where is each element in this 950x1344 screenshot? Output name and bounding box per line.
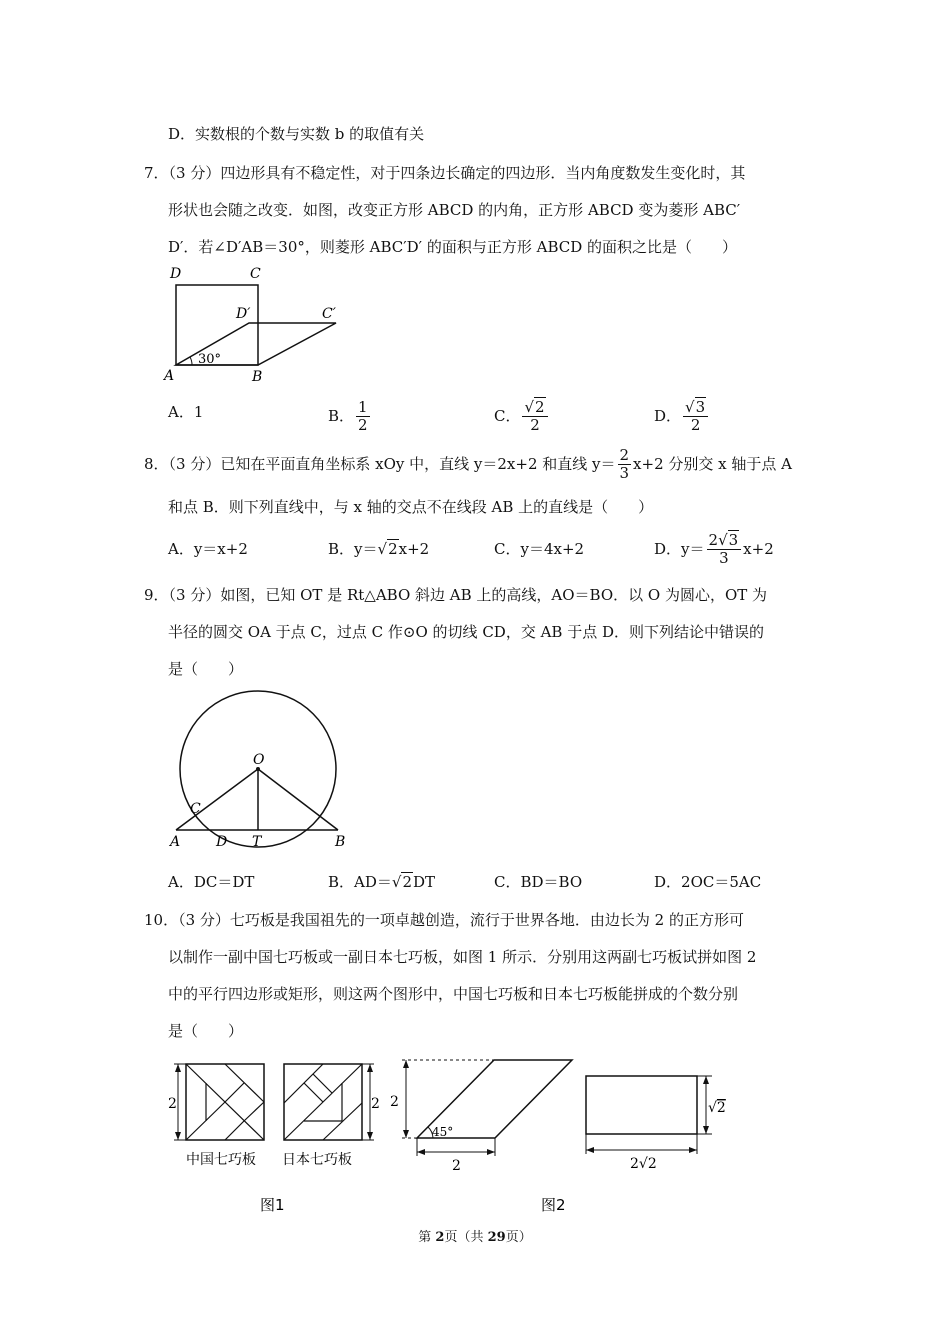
q10-stem-line1: 10．（3 分）七巧板是我国祖先的一项卓越创造，流行于世界各地．由边长为 2 的正方形可 [144,911,744,929]
tangram-jp-caption: 日本七巧板 [282,1152,352,1168]
q9-label-c: C [190,801,201,817]
q8-option-b-rad: 2 [388,540,398,558]
q7-label-b: B [252,369,263,385]
q9-label-o: O [253,752,265,768]
footer-total-pages: 29 [487,1230,506,1245]
q7-stem-line1: 7．（3 分）四边形具有不稳定性，对于四条边长确定的四边形．当内角度数发生变化时，其 [144,164,746,182]
q7-label-a: A [164,368,175,384]
q7-option-b [328,395,372,437]
q8-stem-den: 3 [619,463,630,482]
q8-option-d [654,528,774,570]
q7-stem-line2: 形状也会随之改变．如图，改变正方形 ABCD 的内角，正方形 ABCD 变为菱形 ABC′ [168,201,741,219]
q9-label-d: D [216,834,228,850]
q7-option-b-frac [356,399,370,434]
q8-option-c: C．y＝4x+2 [494,540,585,558]
q9-option-a: A．DC＝DT [168,873,255,891]
q7-option-d-den: 2 [690,415,701,434]
q7-label-cp: C′ [322,306,336,322]
q7-option-d-frac: $\frac{√3}{2}$ [683,399,708,434]
footer-post: 页） [505,1230,532,1245]
tangram-cn-caption: 中国七巧板 [186,1152,256,1168]
q7-angle-label: 30° [198,352,222,367]
q9-stem-line1: 9．（3 分）如图，已知 OT 是 Rt△ABO 斜边 AB 上的高线，AO＝BO．以 O 为圆心，OT 为 [144,586,768,604]
fig2-parallelogram [390,1060,572,1174]
q7-option-b-num: 1 [358,397,368,416]
q7-label-c: C [250,266,261,282]
q9-figure-circle [164,688,364,853]
q10-stem-line2: 以制作一副中国七巧板或一副日本七巧板，如图 1 所示．分别用这两副七巧板试拼如图 2 [168,948,757,966]
q9-option-b: B．AD＝√2DT [328,873,436,891]
q7-option-d [654,395,710,437]
q9-label-b: B [335,834,346,850]
q8-option-a: A．y＝x+2 [168,540,248,558]
q7-option-a: A．1 [168,403,204,421]
q8-stem-line2: 和点 B．则下列直线中，与 x 轴的交点不在线段 AB 上的直线是（ ） [168,498,654,516]
q8-option-d-den: 3 [719,548,729,567]
q8-option-d-frac: $\frac{2√3}{3}$ [707,532,742,567]
q8-stem-line1-b: x+2 分别交 x 轴于点 A [633,455,792,473]
q8-option-b-label: B．y＝ [328,540,378,558]
q9-label-t: T [252,834,262,850]
q10-figures [160,1052,760,1222]
q7-option-c-frac: $\frac{√2}{2}$ [522,399,547,434]
parallelogram-angle: 45° [432,1125,454,1139]
q9-option-b-label: B．AD＝ [328,873,392,891]
footer-pre: 第 [418,1230,436,1245]
q8-option-b: B．y＝√2x+2 [328,540,430,558]
rectangle-width-coef: 2 [630,1156,639,1172]
rectangle-width-rad: 2 [647,1156,657,1172]
tangram-jp-side: 2 [371,1096,380,1112]
fig1-caption: 图1 [260,1196,285,1214]
rectangle-height: √2 [708,1100,726,1116]
tangram-cn-side: 2 [168,1096,177,1112]
q7-label-dp: D′ [236,306,251,322]
parallelogram-base: 2 [452,1158,461,1174]
q7-option-c-den: 2 [530,415,540,434]
tangram-chinese [168,1064,264,1168]
q8-stem-line1-a: 8．（3 分）已知在平面直角坐标系 xOy 中，直线 y＝2x+2 和直线 y＝ [144,455,616,473]
q7-label-d: D [170,266,182,282]
q7-option-b-den: 2 [358,415,368,434]
q9-stem-line2: 半径的圆交 OA 于点 C，过点 C 作⊙O 的切线 CD，交 AB 于点 D．则下列结论中错误的 [168,623,765,641]
parallelogram-height: 2 [390,1094,399,1110]
q9-option-d: D．2OC＝5AC [654,873,762,891]
fig2-caption: 图2 [541,1196,566,1214]
q7-option-c-label: C． [494,407,521,425]
q7-stem-line3: D′．若∠D′AB＝30°，则菱形 ABC′D′ 的面积与正方形 ABCD 的面积之比是（ ） [168,238,738,256]
footer-page-number: 2 [435,1230,445,1245]
q6-option-d: D．实数根的个数与实数 b 的取值有关 [168,125,425,143]
q9-option-b-rad: 2 [402,873,412,891]
q10-stem-line4: 是（ ） [168,1022,244,1040]
q9-option-b-post: DT [413,873,436,891]
q8-option-d-rad: 3 [728,530,739,549]
q10-stem-line3: 中的平行四边形或矩形，则这两个图形中，中国七巧板和日本七巧板能拼成的个数分别 [168,985,739,1003]
q7-option-c-rad: 2 [535,397,545,416]
tangram-japanese [282,1064,380,1168]
q8-stem-num: 2 [619,445,630,464]
q9-stem-line3: 是（ ） [168,660,244,678]
q7-option-b-label: B． [328,407,355,425]
q8-option-d-coef: 2 [708,530,719,549]
q8-stem-frac [618,447,632,482]
q7-option-d-rad: 3 [695,397,706,416]
q7-option-d-label: D． [654,407,682,425]
q8-option-d-label: D．y＝ [654,540,705,558]
rectangle-width: 2√2 [630,1156,657,1172]
q7-figure-rhombus [160,262,360,387]
q8-option-b-post: x+2 [398,540,430,558]
fig2-rectangle [586,1076,726,1172]
rectangle-height-rad: 2 [716,1100,726,1116]
footer-mid: 页（共 [444,1230,488,1245]
q8-stem-line1 [144,443,792,485]
q8-option-d-post: x+2 [743,540,774,558]
q7-option-c [494,395,550,437]
q9-label-a: A [170,834,181,850]
q9-option-c: C．BD＝BO [494,873,583,891]
page-footer [0,1228,950,1248]
